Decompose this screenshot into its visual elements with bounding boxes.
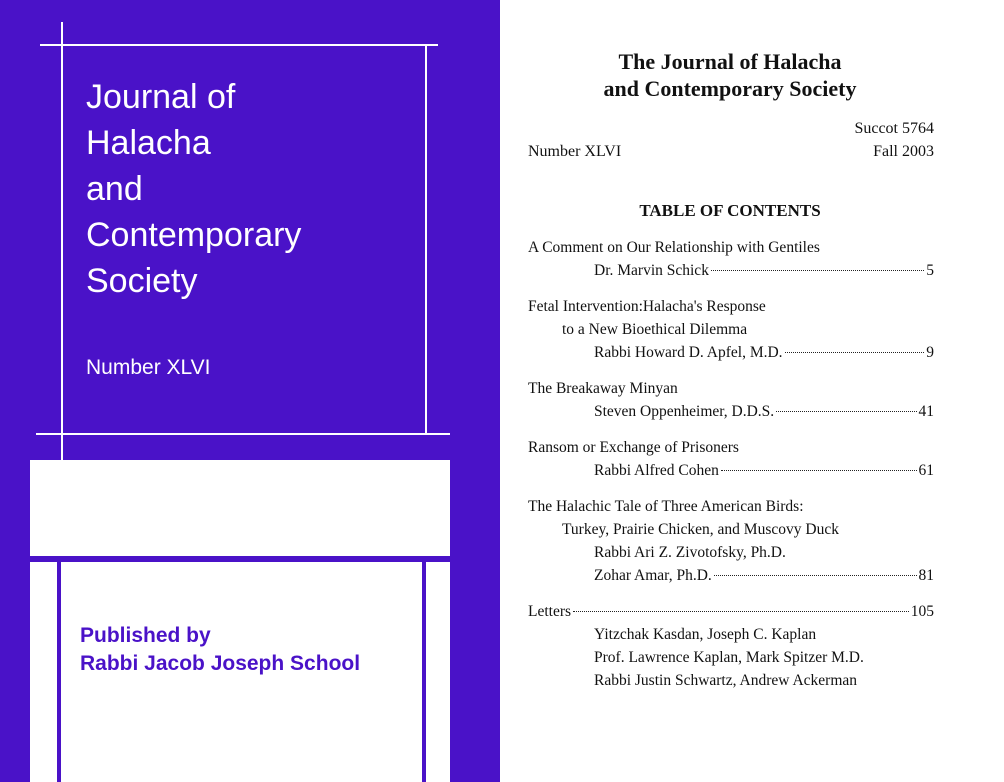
entry-title: The Breakaway Minyan [528, 380, 678, 397]
entry-author: Prof. Lawrence Kaplan, Mark Spitzer M.D. [594, 649, 864, 666]
cover-label-panel [30, 460, 450, 782]
publisher-line: Rabbi Jacob Joseph School [80, 652, 361, 675]
issue-year: Fall 2003 [873, 143, 934, 160]
cover-title-line: Journal of [86, 78, 236, 116]
entry-title-row [528, 295, 934, 318]
toc-entry [528, 436, 934, 482]
entry-title-row [528, 518, 934, 541]
entry-page-number: 9 [926, 344, 934, 361]
entry-title: Turkey, Prairie Chicken, and Muscovy Duck [562, 521, 839, 538]
dot-leader [721, 470, 917, 471]
label-right-rule [422, 556, 426, 782]
entry-title: to a New Bioethical Dilemma [562, 321, 748, 338]
entry-page-number: 81 [918, 567, 934, 584]
entry-author-row [528, 259, 934, 282]
cover-title-line: and [86, 170, 143, 208]
entry-author-row [528, 646, 934, 669]
toc-entry [528, 600, 934, 692]
cover-title-line: Contemporary [86, 216, 302, 254]
entry-author: Rabbi Ari Z. Zivotofsky, Ph.D. [594, 544, 786, 561]
entry-author: Steven Oppenheimer, D.D.S. [594, 403, 775, 420]
entry-author: Rabbi Alfred Cohen [594, 462, 719, 479]
cover-publisher [80, 622, 360, 678]
entry-author-row [528, 623, 934, 646]
entry-title: Ransom or Exchange of Prisoners [528, 439, 739, 456]
dot-leader [711, 270, 924, 271]
entry-author-row [528, 459, 934, 482]
entry-title-row [528, 236, 934, 259]
cover-frame-left-line [61, 22, 63, 462]
entry-page-number: 105 [910, 603, 934, 620]
cover-frame-bottom-line [36, 433, 450, 435]
entry-author: Rabbi Howard D. Apfel, M.D. [594, 344, 783, 361]
entry-author-row [528, 541, 934, 564]
cover-title-line: Halacha [86, 124, 211, 162]
entry-author-row [528, 669, 934, 692]
dot-leader [785, 352, 925, 353]
publisher-line: Published by [80, 624, 211, 647]
entry-title-row [528, 377, 934, 400]
cover-frame-top-line [40, 44, 438, 46]
cover-issue-number: Number XLVI [86, 356, 211, 379]
journal-title [500, 48, 960, 102]
entry-page-number: 61 [918, 462, 934, 479]
dot-leader [714, 575, 917, 576]
cover-title-line: Society [86, 262, 198, 300]
toc-entry [528, 377, 934, 423]
entry-author-row [528, 341, 934, 364]
entry-author: Rabbi Justin Schwartz, Andrew Ackerman [594, 672, 858, 689]
journal-title-line: The Journal of Halacha [618, 49, 842, 74]
journal-title-line: and Contemporary Society [603, 76, 857, 101]
toc-entry [528, 236, 934, 282]
entry-author: Dr. Marvin Schick [594, 262, 709, 279]
journal-cover [0, 0, 500, 782]
entry-title: Fetal Intervention:Halacha's Response [528, 298, 766, 315]
entry-author: Zohar Amar, Ph.D. [594, 567, 712, 584]
entry-title: A Comment on Our Relationship with Gentiles [528, 239, 820, 256]
label-divider-line [30, 556, 450, 562]
dot-leader [776, 411, 916, 412]
entry-title: Letters [528, 603, 572, 620]
entry-title: The Halachic Tale of Three American Birds: [528, 498, 804, 515]
entry-author-row [528, 400, 934, 423]
dot-leader [573, 611, 909, 612]
toc-entry [528, 295, 934, 364]
label-left-rule [57, 556, 61, 782]
cover-frame-right-line [425, 44, 427, 434]
entry-author-row [528, 564, 934, 587]
issue-number: Number XLVI [528, 143, 622, 160]
toc-list [528, 236, 934, 705]
entry-title-row [528, 318, 934, 341]
entry-title-row [528, 436, 934, 459]
entry-author: Yitzchak Kasdan, Joseph C. Kaplan [594, 626, 817, 643]
entry-title-row [528, 600, 934, 623]
toc-entry [528, 495, 934, 587]
entry-title-row [528, 495, 934, 518]
cover-title [86, 74, 301, 304]
entry-page-number: 5 [926, 262, 934, 279]
entry-page-number: 41 [918, 403, 934, 420]
toc-heading: TABLE OF CONTENTS [639, 201, 821, 220]
table-of-contents-page [500, 0, 1004, 782]
issue-season: Succot 5764 [854, 120, 934, 137]
